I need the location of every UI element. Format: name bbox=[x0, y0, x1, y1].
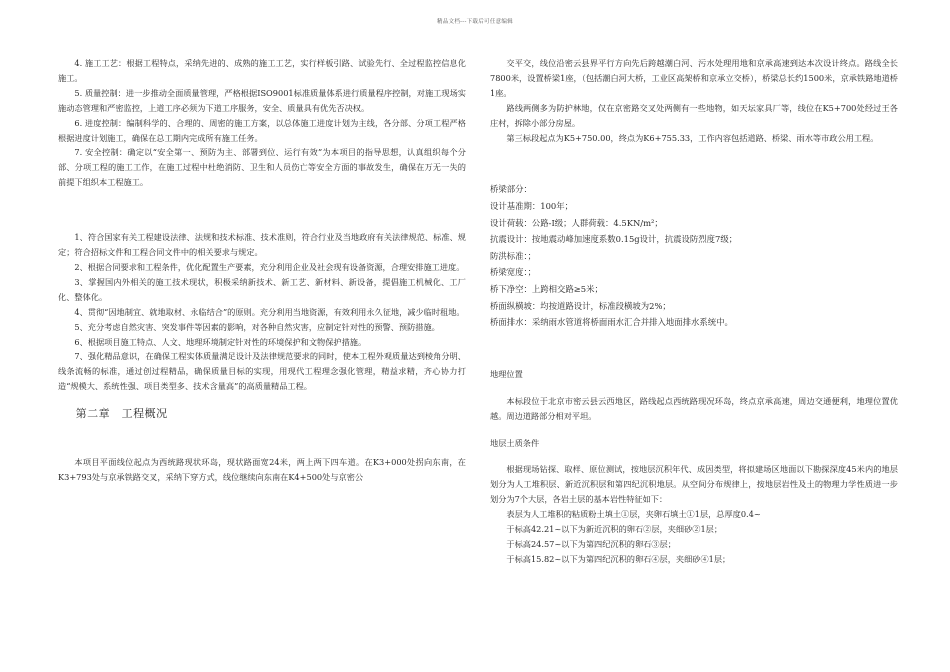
safety-control-paragraph: 7. 安全控制：确定以“安全第一、预防为主、部署到位、运行有效”为本项目的指导思想，认真组织每个分部、分项工程的施工工作，在施工过程中杜绝消防、卫生和人员伤亡等安全方面的事故发生，确保在万无一失的前提下组织本工程施工。 bbox=[58, 147, 466, 188]
schedule-control-paragraph: 6. 进度控制：编制科学的、合理的、周密的施工方案，以总体施工进度计划为主线，各分部、分项工程严格根据进度计划施工，确保在总工期内完成所有施工任务。 bbox=[58, 117, 466, 143]
chapter-heading: 第二章 工程概况 bbox=[75, 407, 168, 421]
bridge-spec-line: 抗震设计：按地震动峰加速度系数0.15g设计，抗震设防烈度7级； bbox=[490, 234, 738, 245]
spacer bbox=[490, 424, 898, 436]
spacer bbox=[490, 145, 898, 181]
bridge-spec-line: 防洪标准：； bbox=[490, 250, 537, 261]
construction-process-paragraph: 4. 施工工艺：根据工程特点，采纳先进的、成熟的施工工艺，实行样板引路、试验先行、全过程监控信息化施工。 bbox=[58, 58, 466, 83]
principle-item-4: 4、贯彻“因地制宜、就地取材、永临结合”的原则。充分利用当地资源，有效利用永久征地，减少临时租地。 bbox=[74, 306, 465, 317]
geography-heading: 地理位置 bbox=[490, 368, 523, 379]
bridge-spec-list bbox=[490, 181, 898, 330]
spacer bbox=[58, 394, 466, 406]
strata-layer-line: 于标高15.82~以下为第四纪沉积的卵石④层，夹细砂④1层； bbox=[506, 553, 731, 564]
geography-paragraph: 本标段位于北京市密云县云西地区，路线起点西统路现况环岛，终点京承高速，周边交通便利，地理位置优越。周边道路部分相对平坦。 bbox=[490, 395, 898, 421]
principle-item-3: 3、掌握国内外相关的施工技术现状，积极采纳新技术、新工艺、新材料、新设备，提倡施工机械化、工厂化、整体化。 bbox=[58, 276, 466, 302]
spacer bbox=[490, 331, 898, 367]
strata-layer-line: 表层为人工堆积的粘质粉土填土①层，夹卵石填土①1层，总厚度0.4~ bbox=[506, 509, 761, 520]
quality-control-paragraph: 5. 质量控制：进一步推动全面质量管理，严格根据ISO9001标准质量体系进行质量程序控制，对施工现场实施动态管理和严密监控，上道工序必须为下道工序服务，安全、质量具有优先否决权。 bbox=[58, 87, 466, 113]
strata-paragraph: 根据现场钻探、取样、原位测试，按地层沉积年代、成因类型，将拟建场区地面以下勘探深度45米内的地层划分为人工堆积层、新近沉积层和第四纪沉积地层。从空间分布规律上，按地层岩性及土的物理力学性质进一步划分为7个大层，各岩土层的基本岩性特征如下： bbox=[490, 464, 898, 505]
principle-item-5: 5、充分考虑自然灾害、突发事件等因素的影响，对各种自然灾害，应制定针对性的预警、预防措施。 bbox=[74, 321, 440, 332]
spacer bbox=[490, 382, 898, 394]
bridge-spec-line: 桥面排水：采纳雨水管道将桥面雨水汇合并排入地面排水系统中。 bbox=[490, 317, 733, 328]
bridge-spec-line: 桥面纵横坡：均按道路设计，标准段横坡为2%； bbox=[490, 300, 671, 311]
spacer bbox=[58, 190, 466, 230]
principle-item-2: 2、根据合同要求和工程条件，优化配置生产要素，充分利用企业及社会现有设备资源，合理安排施工进度。 bbox=[74, 261, 465, 272]
route-surroundings-paragraph: 路线两侧多为防护林地，仅在京密路交叉处两侧有一些地物，如天坛家具厂等，线位在K5+700处经过王各庄村，拆除小部分房屋。 bbox=[490, 102, 898, 128]
bridge-spec-line: 桥梁宽度：； bbox=[490, 267, 537, 278]
bridge-spec-line: 设计荷载：公路-I级；人群荷载：4.5KN/m²； bbox=[490, 217, 663, 228]
left-column bbox=[58, 56, 466, 485]
bridge-spec-line: 设计基准期：100年； bbox=[490, 201, 573, 212]
spacer bbox=[58, 421, 466, 455]
bridge-spec-line: 桥梁部分： bbox=[490, 184, 532, 195]
principle-item-6: 6、根据项目施工特点、人文、地理环境制定针对性的环境保护和文物保护措施。 bbox=[74, 336, 367, 347]
principle-item-1: 1、符合国家有关工程建设法律、法规和技术标准、技术准则，符合行业及当地政府有关法律规范、标准、规定；符合招标文件和工程合同文件中的相关要求与规定。 bbox=[58, 232, 466, 258]
route-continuation-paragraph: 交平交，线位沿密云县界平行方向先后跨越潮白河、污水处理用地和京承高速到达本次设计终点。路线全长7800米，设置桥梁1座，（包括潮白河大桥，工业区高架桥和京承立交桥），桥梁总长约1500米，京承铁路地道桥1座。 bbox=[490, 58, 898, 98]
section-three-paragraph: 第三标段起点为K5+750.00，终点为K6+755.33，工作内容包括道路、桥梁、雨水等市政公用工程。 bbox=[506, 132, 879, 143]
strata-heading: 地层土质条件 bbox=[490, 437, 540, 448]
strata-layer-line: 于标高24.57~以下为第四纪沉积的卵石③层； bbox=[506, 538, 676, 549]
page-header: 精品文档---下载后可任意编辑 bbox=[436, 19, 514, 25]
right-column bbox=[490, 56, 898, 567]
principle-item-7: 7、强化精品意识，在确保工程实体质量满足设计及法律规范要求的同时，使本工程外观质量达到棱角分明、线条流畅的标准，通过创过程精品，确保质量目标的实现，用现代工程理念强化管理，精益求精，齐心协力打造“规模大、系统性强、项目类型多、技术含量高”的高质量精品工程。 bbox=[58, 351, 466, 392]
spacer bbox=[490, 450, 898, 462]
strata-layer-line: 于标高42.21~以下为新近沉积的卵石②层，夹细砂②1层； bbox=[506, 524, 723, 535]
project-overview-paragraph: 本项目平面线位起点为西统路现状环岛，现状路面宽24米，两上两下四车道。在K3+000处拐向东南，在K3+793处与京承铁路交叉，采纳下穿方式，线位继续向东南在K4+500处与京密公 bbox=[58, 457, 466, 483]
bridge-spec-line: 桥下净空：上跨相交路≥5米； bbox=[490, 284, 603, 294]
